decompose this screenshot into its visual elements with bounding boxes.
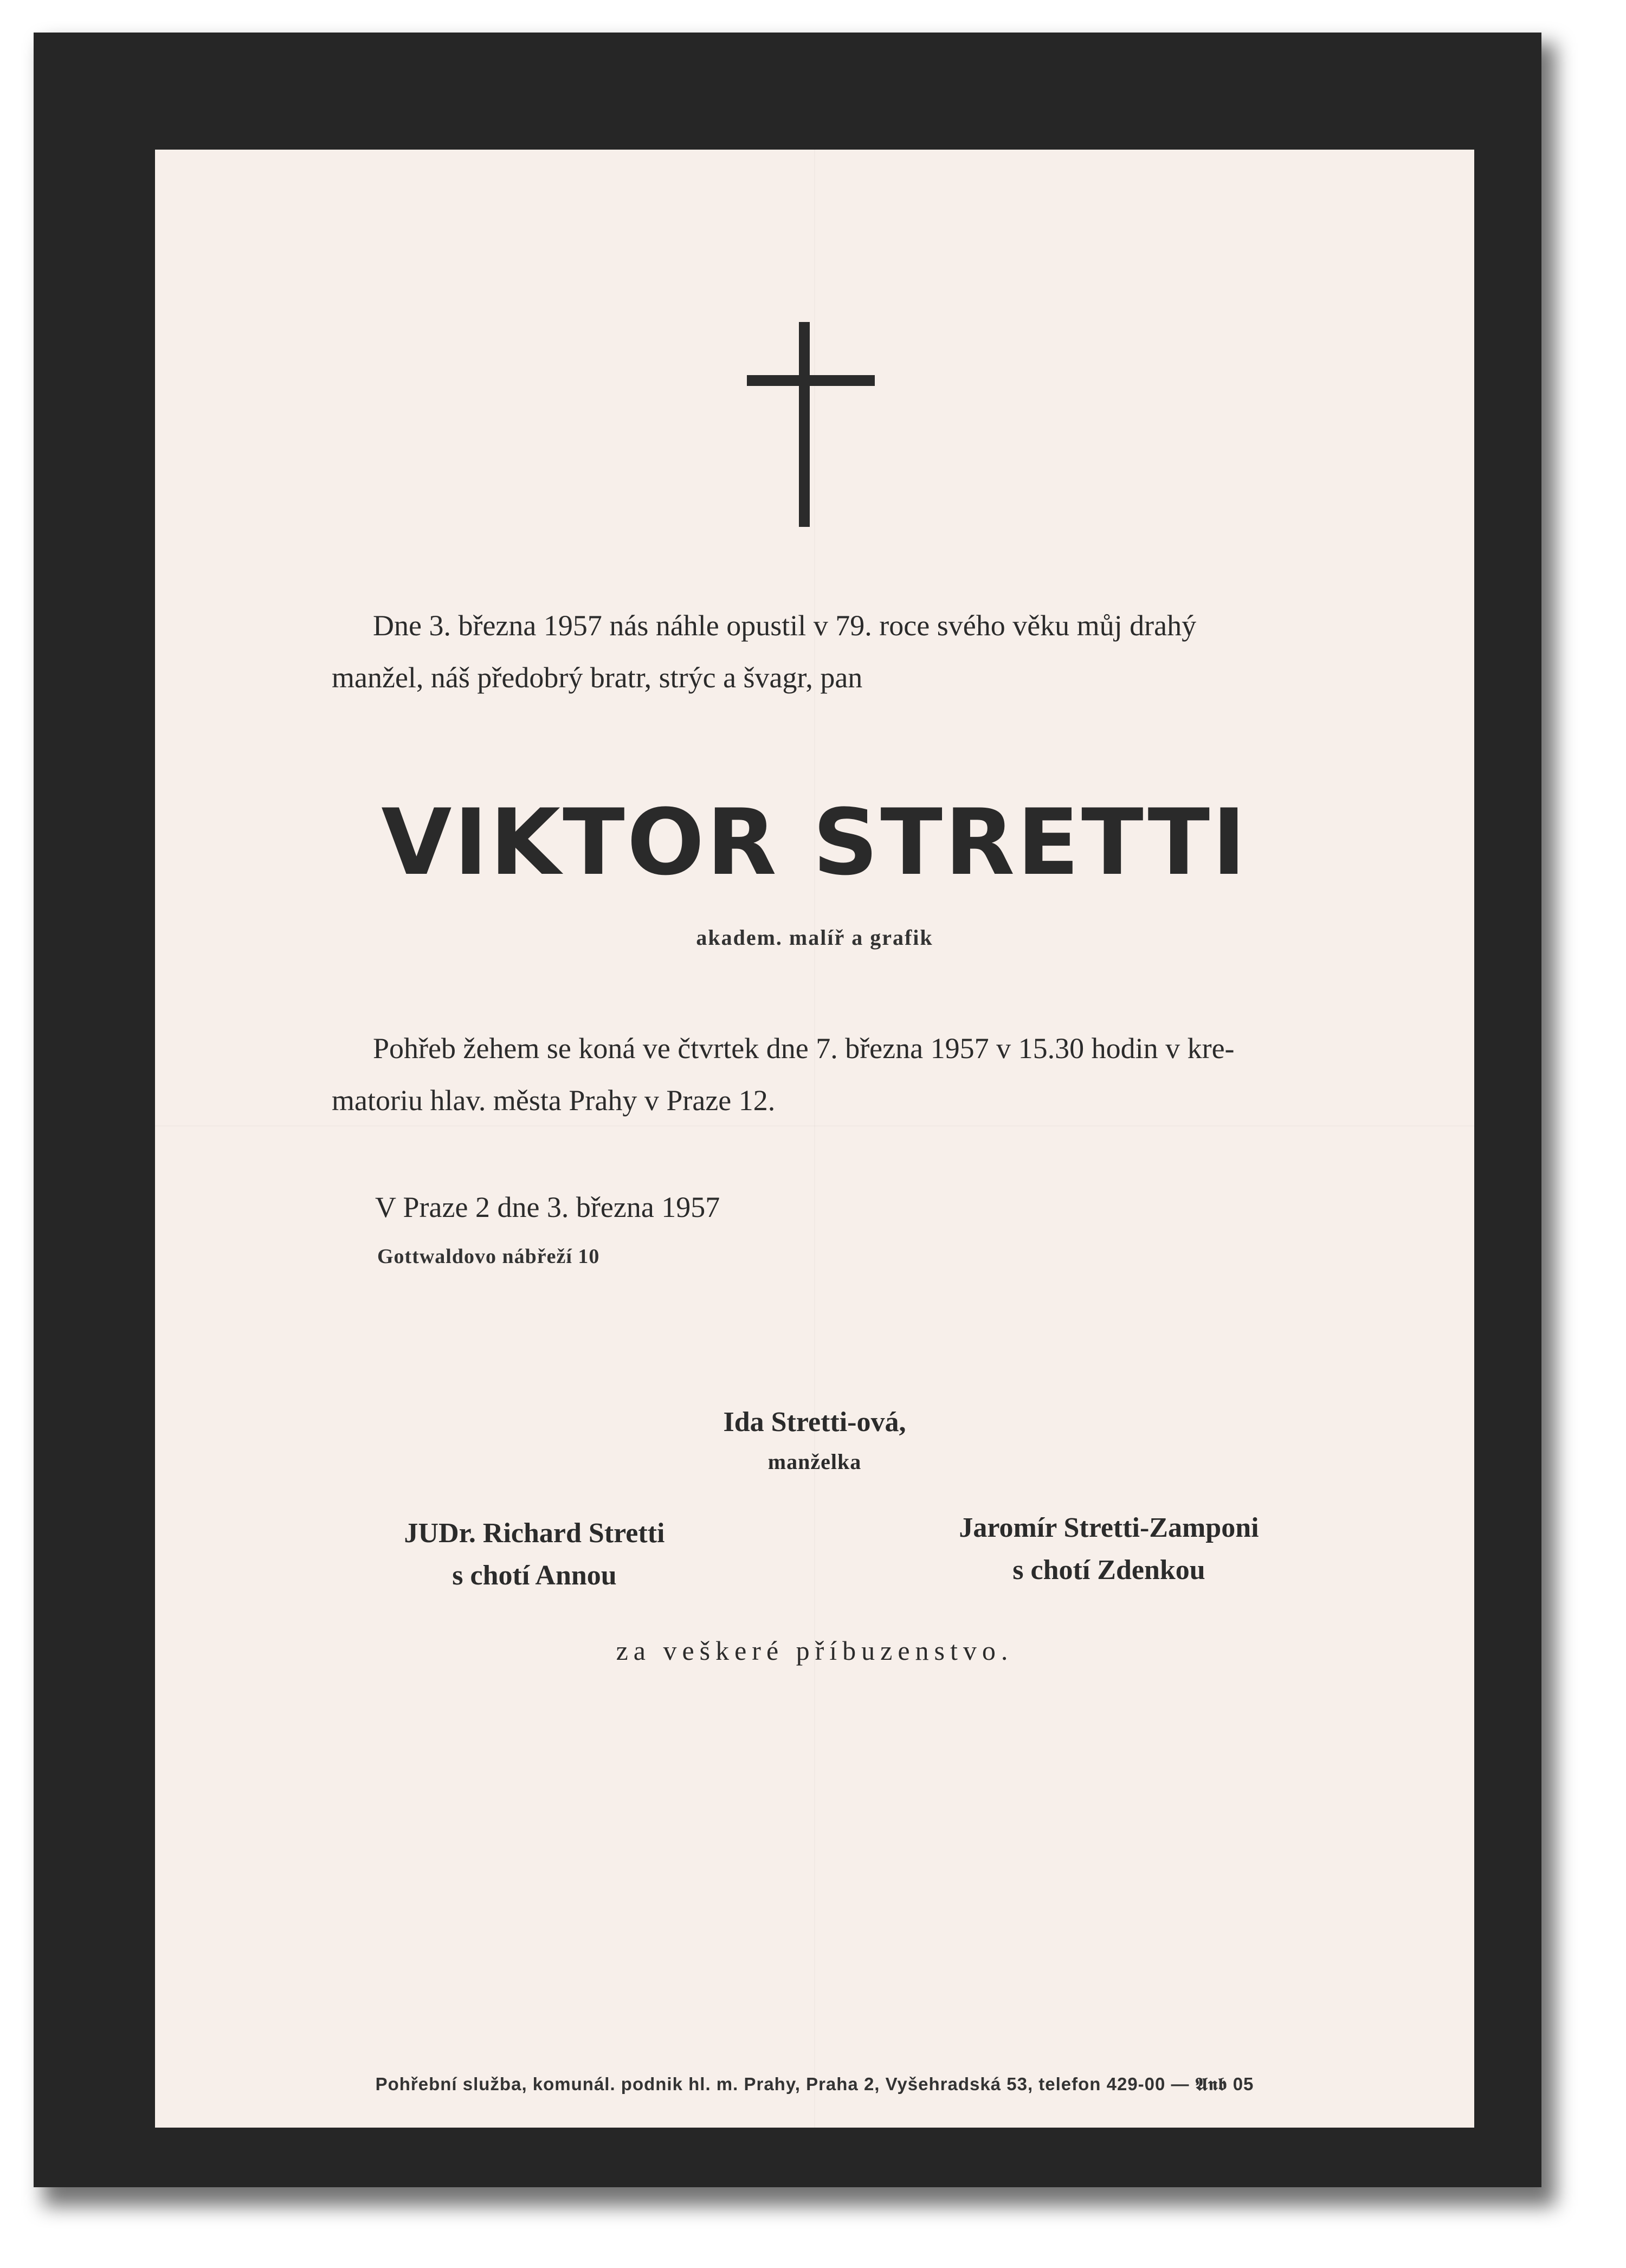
intro-paragraph — [332, 600, 1307, 704]
mourner-brother-1 — [323, 1513, 746, 1597]
brother-1-spouse: s chotí Annou — [452, 1560, 617, 1591]
wife-name: Ida Stretti-ová, — [723, 1407, 906, 1438]
wife-relation: manželka — [767, 1449, 862, 1474]
obituary-paper — [155, 150, 1474, 2128]
intro-line-1: Dne 3. března 1957 nás náhle opustil v 79. roce svého věku můj drahý — [373, 609, 1197, 642]
funeral-line-2: matoriu hlav. města Prahy v Praze 12. — [332, 1084, 776, 1117]
deceased-name: VIKTOR STRETTI — [381, 789, 1248, 895]
mourner-wife — [625, 1402, 1004, 1481]
address: Gottwaldovo nábřeží 10 — [377, 1245, 600, 1268]
funeral-line-1: Pohřeb žehem se koná ve čtvrtek dne 7. března 1957 v 15.30 hodin v kre- — [373, 1032, 1235, 1065]
fold-crease-vertical — [814, 150, 815, 2128]
brother-2-name: Jaromír Stretti-Zamponi — [959, 1512, 1259, 1543]
mourner-brother-2 — [876, 1507, 1342, 1592]
printer-footer: Pohřební služba, komunál. podnik hl. m. Prahy, Praha 2, Vyšehradská 53, telefon 429-00 — 𝕬𝖓𝖇 05 — [375, 2074, 1254, 2094]
mourning-border — [34, 33, 1541, 2187]
intro-line-2: manžel, náš předobrý bratr, strýc a švagr, pan — [332, 661, 863, 694]
relatives-line: za veškeré příbuzenstvo. — [616, 1635, 1014, 1666]
brother-2-spouse: s chotí Zdenkou — [1012, 1555, 1205, 1586]
place-and-date: V Praze 2 dne 3. března 1957 — [375, 1191, 720, 1223]
brother-1-name: JUDr. Richard Stretti — [404, 1518, 665, 1549]
funeral-paragraph — [332, 1022, 1307, 1126]
deceased-title: akadem. malíř a grafik — [696, 925, 933, 950]
